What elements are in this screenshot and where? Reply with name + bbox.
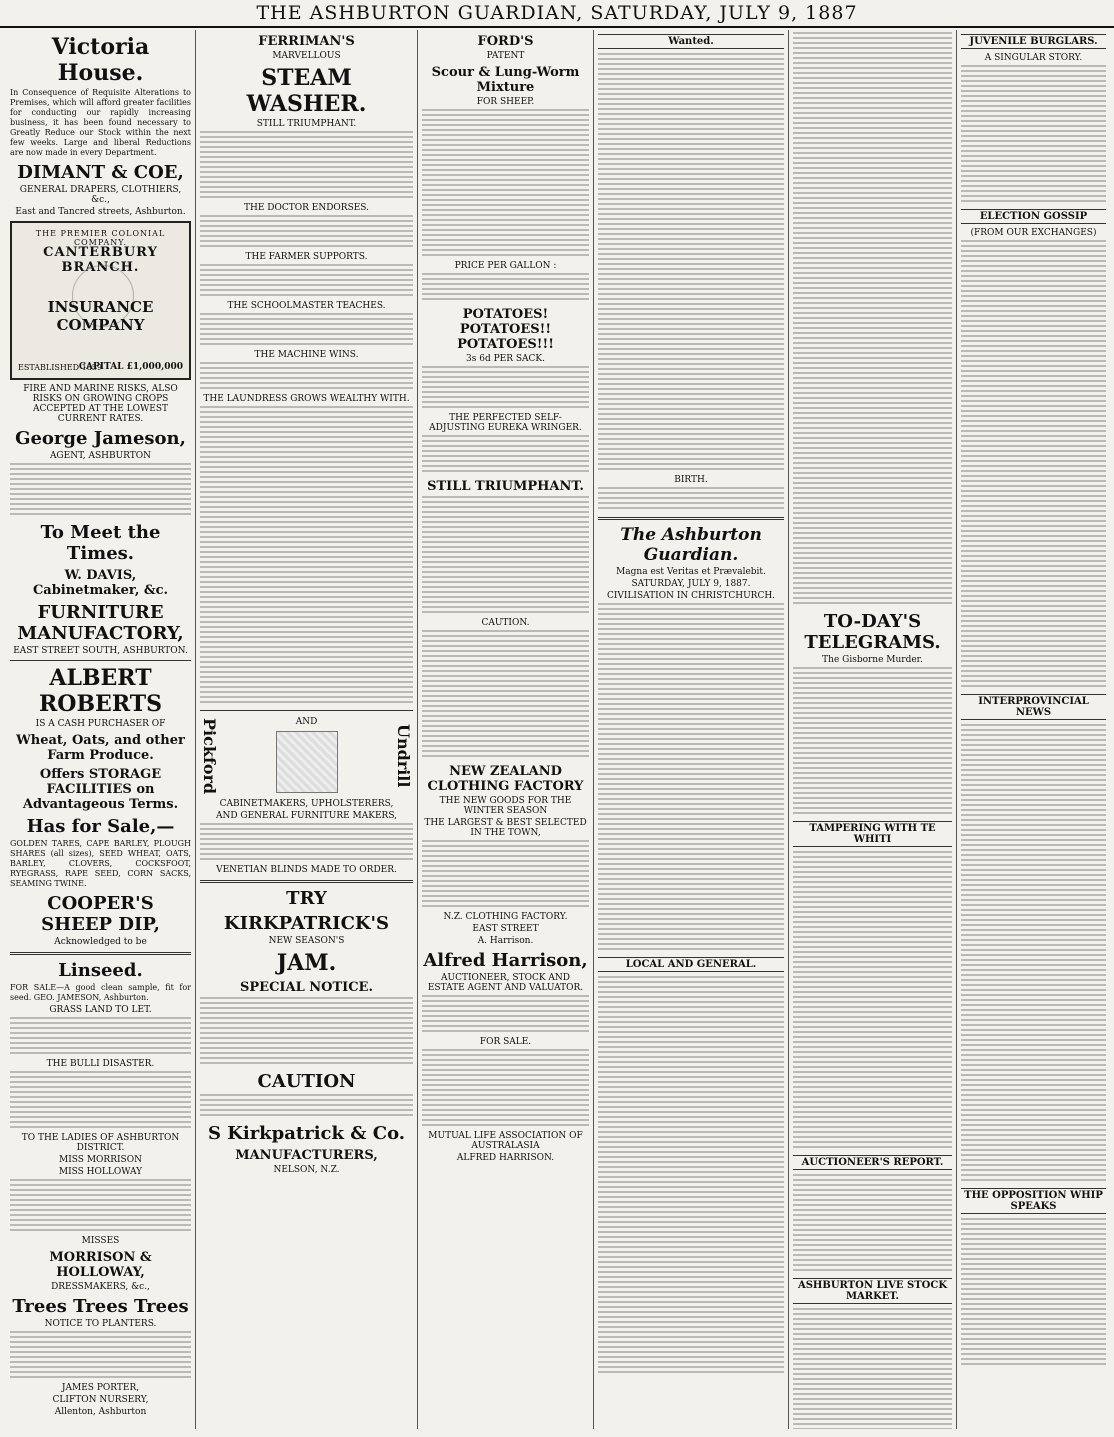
- scour-mixture: Scour & Lung-Worm Mixture: [431, 65, 580, 95]
- fire-risks: FIRE AND MARINE RISKS, ALSO RISKS ON GROWING CROPS ACCEPTED AT THE LOWEST CURRENT RATES.: [23, 384, 178, 424]
- largest: THE LARGEST & BEST SELECTED IN THE TOWN,: [424, 818, 587, 838]
- linseed-heading: Linseed.: [58, 960, 143, 981]
- wanted-ads: [598, 53, 784, 473]
- furniture-address: EAST STREET SOUTH, ASHBURTON.: [13, 646, 188, 656]
- and-label: AND: [295, 717, 318, 727]
- masthead: THE ASHBURTON GUARDIAN, SATURDAY, JULY 9, 1887: [0, 0, 1114, 28]
- manufacturers: MANUFACTURERS,: [235, 1148, 378, 1163]
- live-stock-market: ASHBURTON LIVE STOCK MARKET.: [793, 1278, 952, 1304]
- new-season: NEW SEASON'S: [268, 936, 345, 946]
- still-triumphant: STILL TRIUMPHANT.: [256, 119, 357, 129]
- mutual-life: MUTUAL LIFE ASSOCIATION OF AUSTRALASIA: [428, 1131, 583, 1151]
- column-2: [196, 30, 418, 1429]
- election-gossip: ELECTION GOSSIP: [961, 209, 1106, 224]
- guardian-title: The Ashburton Guardian.: [620, 525, 762, 565]
- filler-text: [422, 995, 589, 1035]
- filler-text: [10, 1331, 191, 1381]
- filler-text: [422, 1049, 589, 1129]
- ferriman-heading: FERRIMAN'S: [258, 34, 355, 49]
- nz-clothing: NEW ZEALAND CLOTHING FACTORY: [427, 764, 584, 794]
- article-body: [793, 32, 952, 607]
- caution-heading: CAUTION: [257, 1071, 356, 1092]
- laundress: THE LAUNDRESS GROWS WEALTHY WITH.: [203, 394, 410, 404]
- caution-2: CAUTION.: [481, 618, 530, 628]
- article-body: [961, 65, 1106, 205]
- divider: [200, 880, 413, 883]
- notice-planters: NOTICE TO PLANTERS.: [44, 1319, 157, 1329]
- agent-ashburton: AGENT, ASHBURTON: [49, 451, 152, 461]
- column-6: [957, 30, 1110, 1429]
- motto: Magna est Veritas et Prævalebit.: [616, 567, 766, 577]
- auctioneer: AUCTIONEER, STOCK AND ESTATE AGENT AND VALUATOR.: [427, 973, 584, 993]
- cabinetmakers: CABINETMAKERS, UPHOLSTERERS,: [219, 799, 394, 809]
- a-harrison: A. Harrison.: [477, 936, 534, 946]
- furniture-manufactory: FURNITURE MANUFACTORY,: [17, 602, 184, 644]
- nelson: NELSON, N.Z.: [273, 1165, 340, 1175]
- wheat-oats: Wheat, Oats, and other Farm Produce.: [16, 733, 185, 763]
- filler-text: [10, 1179, 191, 1234]
- alfred-harrison-sign: ALFRED HARRISON.: [456, 1153, 555, 1163]
- schoolmaster: THE SCHOOLMASTER TEACHES.: [227, 301, 386, 311]
- kirkpatrick-heading: KIRKPATRICK'S: [223, 913, 390, 934]
- issue-date: SATURDAY, JULY 9, 1887.: [631, 579, 751, 589]
- article-body: [793, 1174, 952, 1274]
- farmer-supports: THE FARMER SUPPORTS.: [245, 252, 368, 262]
- column-3: [418, 30, 594, 1429]
- nzcf: N.Z. CLOTHING FACTORY.: [443, 912, 568, 922]
- venetian-blinds: VENETIAN BLINDS MADE TO ORDER.: [216, 865, 397, 875]
- filler-text: [200, 362, 413, 392]
- wanted-heading: Wanted.: [598, 34, 784, 49]
- bulli-disaster: THE BULLI DISASTER.: [46, 1059, 155, 1069]
- victoria-house-heading: Victoria House.: [51, 34, 150, 86]
- dimant-heading: DIMANT & COE,: [17, 162, 184, 183]
- coopers-sub: Acknowledged to be: [54, 937, 147, 947]
- new-goods: THE NEW GOODS FOR THE WINTER SEASON: [439, 796, 572, 816]
- still-triumphant-2: STILL TRIUMPHANT.: [427, 479, 584, 494]
- capital-label: CAPITAL £1,000,000: [78, 362, 183, 372]
- price-per-gallon: PRICE PER GALLON :: [454, 261, 557, 271]
- dressmakers: DRESSMAKERS, &c.,: [51, 1282, 150, 1292]
- ladies-heading: TO THE LADIES OF ASHBURTON DISTRICT.: [21, 1133, 180, 1153]
- filler-text: [200, 823, 413, 863]
- filler-text: [422, 109, 589, 259]
- george-jameson: George Jameson,: [15, 428, 186, 449]
- davis-heading: W. DAVIS, Cabinetmaker, &c.: [32, 568, 169, 598]
- filler-text: [422, 496, 589, 616]
- general-furniture: AND GENERAL FURNITURE MAKERS,: [215, 811, 398, 821]
- established-label: ESTABLISHED 1859: [18, 363, 102, 372]
- canterbury-branch: CANTERBURY BRANCH.: [43, 245, 158, 275]
- special-notice: SPECIAL NOTICE.: [240, 980, 373, 995]
- for-sale: FOR SALE.: [479, 1037, 532, 1047]
- has-for-sale: Has for Sale,—: [26, 816, 175, 837]
- albert-roberts: ALBERT ROBERTS: [39, 665, 162, 717]
- pickford-label: Pickford: [200, 717, 219, 795]
- insurance-company: INSURANCE COMPANY: [47, 298, 154, 334]
- filler-text: [200, 215, 413, 250]
- local-general: LOCAL AND GENERAL.: [598, 957, 784, 972]
- civilisation-heading: CIVILISATION IN CHRISTCHURCH.: [606, 591, 776, 601]
- alfred-harrison: Alfred Harrison,: [423, 950, 588, 971]
- dimant-address: East and Tancred streets, Ashburton.: [15, 207, 186, 217]
- allenton: Allenton, Ashburton: [54, 1407, 147, 1417]
- from-exchanges: (FROM OUR EXCHANGES): [970, 228, 1097, 238]
- jam-heading: JAM.: [276, 950, 337, 976]
- has-for-sale-body: GOLDEN TARES, CAPE BARLEY, PLOUGH SHARES (all sizes), SEED WHEAT, OATS, BARLEY, CLOVERS, COCKSFOOT, RYEGRASS, RAPE SEED, CORN SACKS, SEAMING TWINE.: [10, 839, 191, 888]
- trees-heading: Trees Trees Trees: [12, 1296, 189, 1317]
- coopers-sheep-dip: COOPER'S SHEEP DIP,: [41, 893, 160, 935]
- filler-text: [200, 997, 413, 1067]
- eureka-wringer: THE PERFECTED SELF-ADJUSTING EUREKA WRINGER.: [429, 413, 582, 433]
- divider: [10, 660, 191, 661]
- filler-text: [422, 435, 589, 475]
- filler-text: [422, 840, 589, 910]
- miss-morrison: MISS MORRISON: [59, 1155, 142, 1165]
- column-4: [594, 30, 789, 1429]
- filler-text: [200, 264, 413, 299]
- auctioneers-report: AUCTIONEER'S REPORT.: [793, 1155, 952, 1170]
- filler-text: [200, 313, 413, 348]
- filler-text: [422, 630, 589, 760]
- filler-text: [10, 1071, 191, 1131]
- singular-story: A SINGULAR STORY.: [984, 53, 1083, 63]
- miss-holloway: MISS HOLLOWAY: [58, 1167, 143, 1177]
- colonial-line: THE PREMIER COLONIAL COMPANY.: [35, 229, 166, 247]
- article-body: [793, 1308, 952, 1429]
- try-label: TRY: [286, 888, 327, 909]
- grass-land: GRASS LAND TO LET.: [49, 1005, 152, 1015]
- fords-heading: FORD'S: [477, 34, 534, 49]
- filler-text: [598, 487, 784, 512]
- for-sheep: FOR SHEEP.: [476, 97, 535, 107]
- pickford-undrill-ad: [200, 715, 413, 797]
- morrison-holloway: MORRISON & HOLLOWAY,: [49, 1250, 152, 1280]
- filler-text: [200, 1094, 413, 1119]
- article-body: [961, 240, 1106, 690]
- filler-text: [200, 131, 413, 201]
- dimant-subtitle: GENERAL DRAPERS, CLOTHIERS, &c.,: [19, 185, 182, 205]
- clifton-nursery: CLIFTON NURSERY,: [52, 1395, 149, 1405]
- furniture-drawing-icon: [276, 731, 338, 793]
- column-1: [6, 30, 196, 1429]
- linseed-body: FOR SALE—A good clean sample, fit for seed. GEO. JAMESON, Ashburton.: [10, 983, 191, 1002]
- filler-text: [422, 366, 589, 411]
- interprovincial-news: INTERPROVINCIAL NEWS: [961, 694, 1106, 720]
- per-sack: 3s 6d PER SACK.: [466, 354, 545, 364]
- marvellous: MARVELLOUS: [272, 51, 341, 61]
- cash-purchaser: IS A CASH PURCHASER OF: [35, 719, 166, 729]
- james-porter: JAMES PORTER,: [61, 1383, 140, 1393]
- article-body: [793, 667, 952, 817]
- doctor-endorses: THE DOCTOR ENDORSES.: [243, 203, 370, 213]
- article-body: [598, 603, 784, 953]
- todays-telegrams: TO-DAY'S TELEGRAMS.: [804, 611, 941, 653]
- filler-text: [422, 273, 589, 303]
- kirkpatrick-co: S Kirkpatrick & Co.: [207, 1123, 406, 1144]
- misses: MISSES: [81, 1236, 120, 1246]
- article-body: [961, 724, 1106, 1184]
- filler-text: [10, 463, 191, 518]
- testimonial-list: [200, 406, 413, 706]
- steam-washer: STEAM WASHER.: [246, 65, 367, 117]
- potatoes: POTATOES! POTATOES!! POTATOES!!!: [457, 307, 554, 352]
- victoria-house-body: In Consequence of Requisite Alterations to Premises, which will afford greater facilities for conducting our rapidly increasing business, it has been found necessary to Greatly Reduce our Stock within the next few weeks. Large and liberal Reductions are now made in every Department.: [10, 88, 191, 157]
- column-5: [789, 30, 957, 1429]
- insurance-banner: [10, 221, 191, 380]
- meet-the-times: To Meet the Times.: [40, 522, 161, 564]
- storage-offer: Offers STORAGE FACILITIES on Advantageous Terms.: [22, 767, 179, 812]
- patent: PATENT: [486, 51, 525, 61]
- divider: [598, 517, 784, 520]
- undrill-label: Undrill: [394, 724, 413, 788]
- article-body: [961, 1218, 1106, 1368]
- juvenile-burglars: JUVENILE BURGLARS.: [961, 34, 1106, 49]
- gisborne-murder: The Gisborne Murder.: [822, 655, 923, 665]
- opposition-whip: THE OPPOSITION WHIP SPEAKS: [961, 1188, 1106, 1214]
- birth-heading: BIRTH.: [674, 475, 708, 485]
- divider: [200, 710, 413, 711]
- filler-text: [10, 1017, 191, 1057]
- article-body: [793, 851, 952, 1151]
- east-street: EAST STREET: [472, 924, 539, 934]
- machine-wins: THE MACHINE WINS.: [254, 350, 359, 360]
- article-body: [598, 976, 784, 1376]
- divider: [10, 952, 191, 955]
- tampering: TAMPERING WITH TE WHITI: [793, 821, 952, 847]
